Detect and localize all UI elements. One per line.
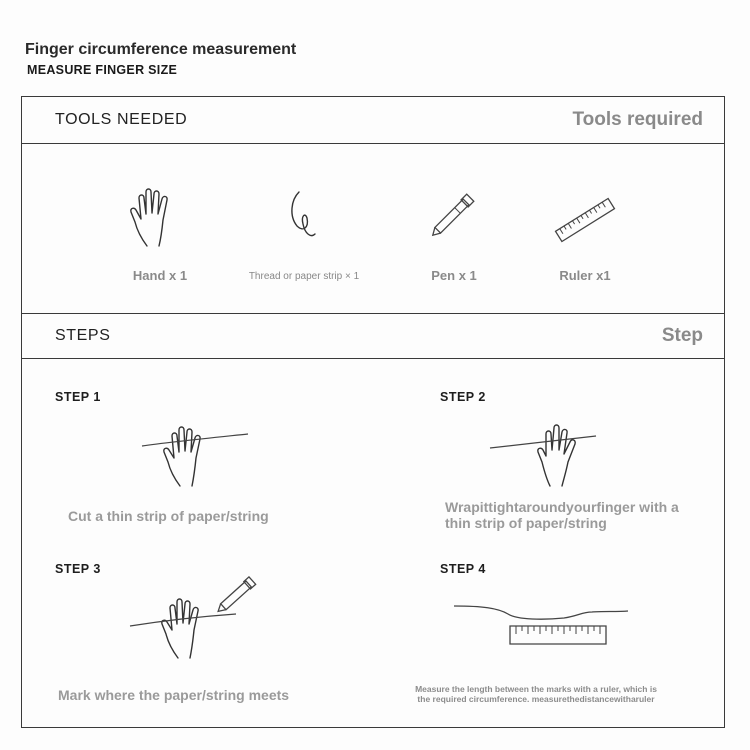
tool-ruler [515, 186, 655, 283]
step-4-desc [396, 684, 676, 704]
tool-label: Thread or paper strip × 1 [248, 271, 360, 282]
tool-label: Ruler x1 [559, 268, 611, 283]
step-4-desc-line2: the required circumference. measurethedistancewitharuler [417, 694, 655, 704]
ruler-measure-icon [452, 596, 632, 652]
tools-title: TOOLS NEEDED [55, 110, 188, 128]
tools-title-alt: Tools required [572, 108, 703, 130]
tool-label: Pen x 1 [431, 268, 477, 283]
step-2-desc-line2: thin strip of paper/string [445, 515, 607, 531]
step-2-title: STEP 2 [440, 390, 486, 404]
page-subtitle: MEASURE FINGER SIZE [27, 63, 178, 77]
steps-title-alt: Step [661, 325, 703, 346]
steps-header-band [21, 313, 725, 359]
steps-title: STEPS [55, 327, 111, 344]
hand-with-string-icon [140, 420, 250, 490]
step-2-desc-line1: Wrapittightaroundyourfinger with a [445, 499, 679, 515]
step-3-desc: Mark where the paper/string meets [58, 687, 290, 703]
thread-icon [269, 186, 339, 250]
tool-label: Hand x 1 [132, 268, 188, 283]
ruler-icon [550, 186, 620, 250]
tool-pen [384, 186, 524, 283]
step-3-title: STEP 3 [55, 562, 101, 576]
step-1-title: STEP 1 [55, 390, 101, 404]
tools-header-band [21, 96, 725, 144]
step-2-desc [445, 499, 679, 531]
page-title: Finger circumference measurement [25, 41, 297, 58]
hand-marking-icon [128, 576, 268, 662]
finger-wrap-icon [488, 420, 598, 490]
pen-icon [419, 186, 489, 250]
tool-hand [90, 186, 230, 283]
step-4-title: STEP 4 [440, 562, 486, 576]
hand-icon [125, 186, 195, 250]
step-4-desc-line1: Measure the length between the marks with a ruler, which is [415, 684, 657, 694]
tool-thread [234, 186, 374, 282]
step-1-desc: Cut a thin strip of paper/string [68, 508, 269, 524]
